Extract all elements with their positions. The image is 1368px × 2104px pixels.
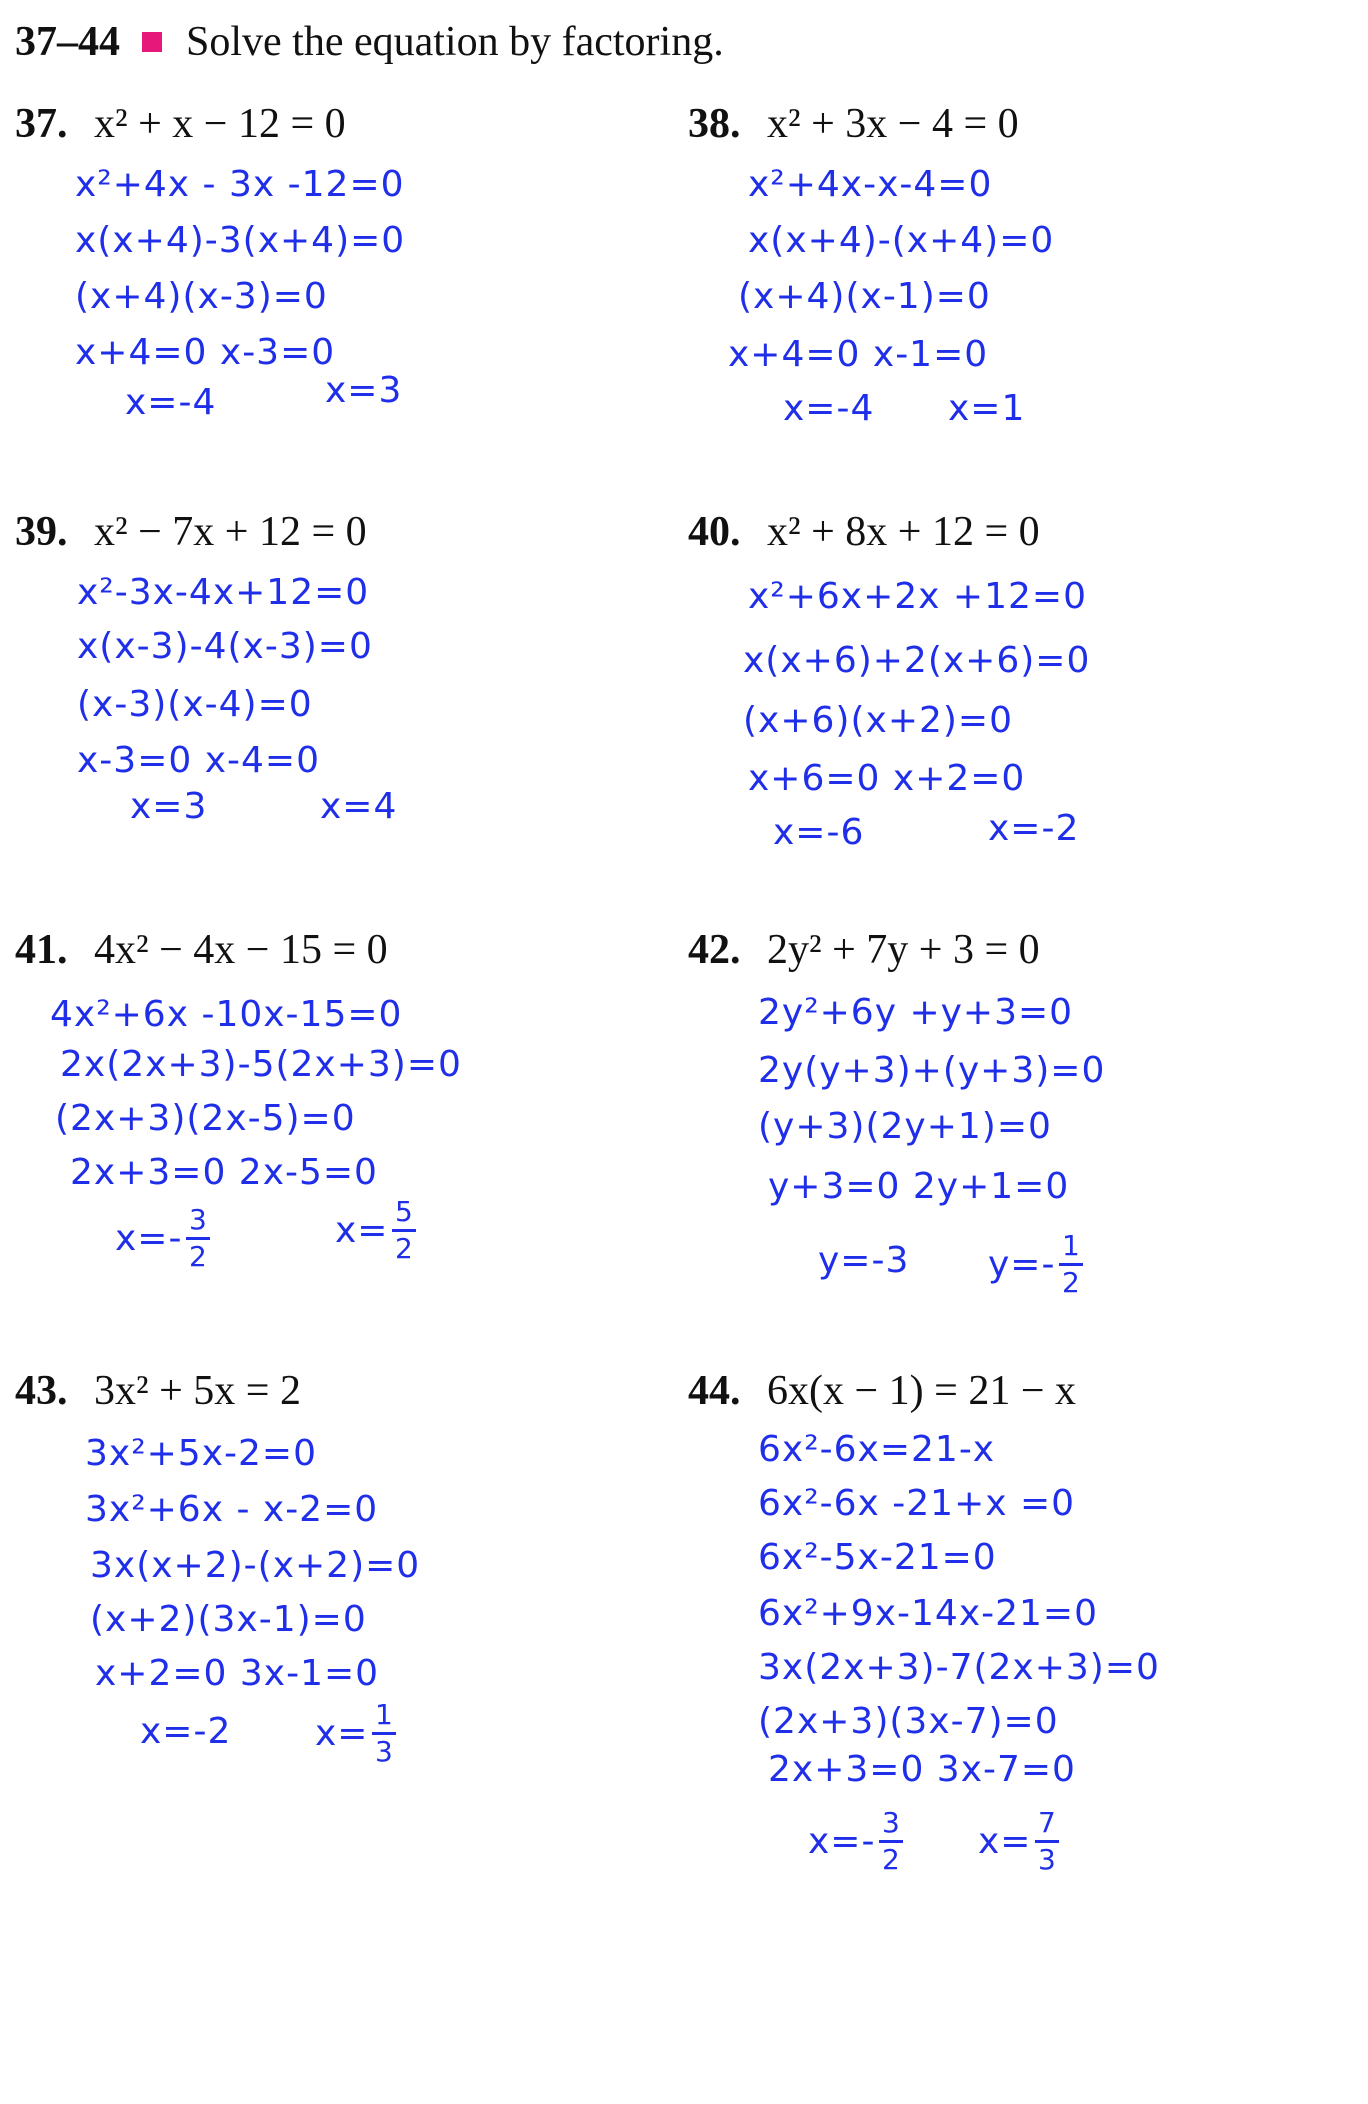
- work-step: (2x+3)(2x-5)=0: [55, 1098, 356, 1139]
- problem-equation: x² + 3x − 4 = 0: [767, 101, 1019, 147]
- problem-number: 41.: [15, 927, 68, 973]
- problem-40: [688, 504, 1328, 853]
- problem-number: 37.: [15, 101, 68, 147]
- problem-equation: x² + x − 12 = 0: [94, 101, 346, 147]
- work-step: x(x+4)-(x+4)=0: [748, 220, 1055, 261]
- bullet-square-icon: [142, 32, 162, 52]
- work-step: 4x²+6x -10x-15=0: [50, 994, 403, 1035]
- work-step: 3x(2x+3)-7(2x+3)=0: [758, 1647, 1160, 1688]
- problem-number: 39.: [15, 509, 68, 555]
- problem-39: [15, 504, 655, 827]
- work-step: 6x²+9x-14x-21=0: [758, 1593, 1098, 1634]
- solution: x=- $\frac{3}{2}$: [808, 1809, 903, 1874]
- solution: x=3: [130, 786, 208, 827]
- work-step: (x+6)(x+2)=0: [743, 700, 1013, 741]
- solution: x=-2: [140, 1711, 232, 1752]
- solution: x= $\frac{7}{3}$: [978, 1809, 1059, 1874]
- work-step: x²+6x+2x +12=0: [748, 576, 1087, 617]
- work-step: x²+4x - 3x -12=0: [75, 164, 405, 205]
- solution: y=-3: [818, 1240, 910, 1281]
- fraction: $\frac{5}{2}$: [392, 1198, 416, 1263]
- work-step: x+4=0 x-1=0: [728, 334, 989, 375]
- work-step: x+6=0 x+2=0: [748, 758, 1026, 799]
- fraction: $\frac{1}{3}$: [372, 1701, 396, 1766]
- problem-number: 42.: [688, 927, 741, 973]
- work-step: (x-3)(x-4)=0: [77, 684, 313, 725]
- problem-equation: 6x(x − 1) = 21 − x: [767, 1368, 1077, 1414]
- work-step: x(x+6)+2(x+6)=0: [743, 640, 1091, 681]
- work-step: 6x²-6x -21+x =0: [758, 1483, 1076, 1524]
- work-step: x-3=0 x-4=0: [77, 740, 320, 781]
- work-step: (x+4)(x-3)=0: [75, 276, 328, 317]
- problem-44: [688, 1363, 1328, 1876]
- work-step: x(x+4)-3(x+4)=0: [75, 220, 406, 261]
- work-step: 3x(x+2)-(x+2)=0: [90, 1545, 421, 1586]
- exercise-header: [15, 18, 724, 66]
- work-step: 2x+3=0 3x-7=0: [768, 1749, 1076, 1790]
- work-step: 2y²+6y +y+3=0: [758, 992, 1074, 1033]
- exercise-range: 37–44: [15, 19, 120, 65]
- work-step: 3x²+6x - x-2=0: [85, 1489, 379, 1530]
- solution: x= $\frac{5}{2}$: [335, 1198, 416, 1263]
- problem-number: 40.: [688, 509, 741, 555]
- work-step: x(x-3)-4(x-3)=0: [77, 626, 373, 667]
- problem-41: [15, 922, 655, 1273]
- work-step: 2x+3=0 2x-5=0: [70, 1152, 378, 1193]
- work-step: 3x²+5x-2=0: [85, 1433, 317, 1474]
- problem-38: [688, 96, 1328, 429]
- work-step: (2x+3)(3x-7)=0: [758, 1701, 1059, 1742]
- solution: y=- $\frac{1}{2}$: [988, 1232, 1083, 1297]
- work-step: 2y(y+3)+(y+3)=0: [758, 1050, 1106, 1091]
- solution: x=-4: [125, 382, 217, 423]
- fraction: $\frac{3}{2}$: [186, 1206, 210, 1271]
- work-step: 6x²-6x=21-x: [758, 1429, 996, 1470]
- solution: x= $\frac{1}{3}$: [315, 1701, 396, 1766]
- work-step: 6x²-5x-21=0: [758, 1537, 997, 1578]
- problem-number: 44.: [688, 1368, 741, 1414]
- fraction: $\frac{3}{2}$: [879, 1809, 903, 1874]
- solution: x=-2: [988, 808, 1080, 849]
- work-step: y+3=0 2y+1=0: [768, 1166, 1070, 1207]
- problem-equation: 3x² + 5x = 2: [94, 1368, 301, 1414]
- problem-number: 43.: [15, 1368, 68, 1414]
- solution: x=4: [320, 786, 398, 827]
- problem-43: [15, 1363, 655, 1768]
- problem-equation: x² + 8x + 12 = 0: [767, 509, 1040, 555]
- work-step: x+2=0 3x-1=0: [95, 1653, 380, 1694]
- work-step: x²-3x-4x+12=0: [77, 572, 370, 613]
- fraction: $\frac{1}{2}$: [1059, 1232, 1083, 1297]
- solution: x=- $\frac{3}{2}$: [115, 1206, 210, 1271]
- work-step: 2x(2x+3)-5(2x+3)=0: [60, 1044, 462, 1085]
- work-step: (y+3)(2y+1)=0: [758, 1106, 1052, 1147]
- solution: x=3: [325, 370, 403, 411]
- problem-equation: 4x² − 4x − 15 = 0: [94, 927, 388, 973]
- problem-equation: 2y² + 7y + 3 = 0: [767, 927, 1040, 973]
- problem-number: 38.: [688, 101, 741, 147]
- solution: x=-6: [773, 812, 865, 853]
- work-step: x²+4x-x-4=0: [748, 164, 993, 205]
- work-step: x+4=0 x-3=0: [75, 332, 336, 373]
- work-step: (x+4)(x-1)=0: [738, 276, 991, 317]
- problem-equation: x² − 7x + 12 = 0: [94, 509, 367, 555]
- solution: x=-4: [783, 388, 875, 429]
- work-step: (x+2)(3x-1)=0: [90, 1599, 367, 1640]
- problem-42: [688, 922, 1328, 1299]
- exercise-instruction: Solve the equation by factoring.: [186, 19, 724, 65]
- solution: x=1: [948, 388, 1026, 429]
- problem-37: [15, 96, 655, 423]
- fraction: $\frac{7}{3}$: [1035, 1809, 1059, 1874]
